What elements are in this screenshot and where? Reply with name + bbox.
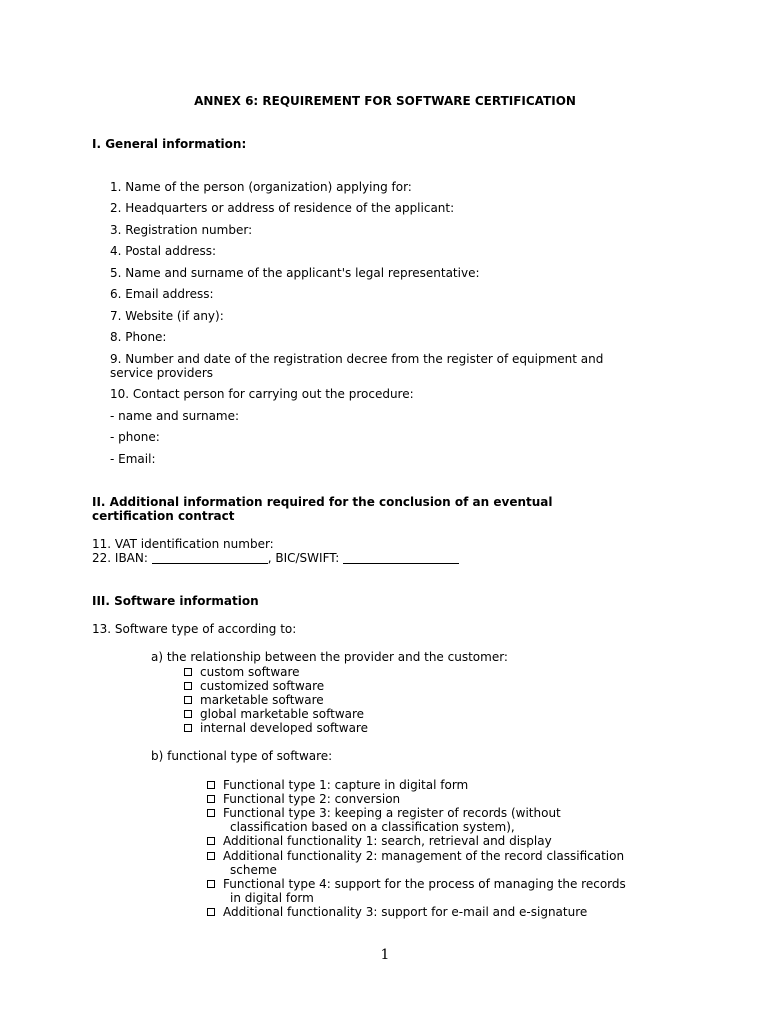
general-item-9: 9. Number and date of the registration decree from the register of equipment and	[110, 352, 604, 366]
bic-label: , BIC/SWIFT:	[267, 551, 340, 565]
option-customized-software[interactable]: customized software	[184, 679, 324, 693]
general-item-8: 8. Phone:	[110, 330, 167, 344]
page-number: 1	[380, 947, 390, 963]
general-item-6: 6. Email address:	[110, 287, 214, 301]
section-software-heading: III. Software information	[92, 594, 259, 608]
contact-email: - Email:	[110, 452, 156, 466]
contact-name: - name and surname:	[110, 409, 240, 423]
general-item-10: 10. Contact person for carrying out the procedure:	[110, 387, 414, 401]
section-additional-heading: II. Additional information required for the conclusion of an eventual	[92, 495, 553, 509]
checkbox-icon[interactable]	[207, 795, 215, 803]
checkbox-icon[interactable]	[184, 682, 192, 690]
general-item-1: 1. Name of the person (organization) applying for:	[110, 180, 412, 194]
general-item-2: 2. Headquarters or address of residence of the applicant:	[110, 201, 455, 215]
document-title: ANNEX 6: REQUIREMENT FOR SOFTWARE CERTIFICATION	[194, 94, 576, 108]
software-type-question: 13. Software type of according to:	[92, 622, 297, 636]
general-item-9-cont: service providers	[110, 366, 214, 380]
general-item-7: 7. Website (if any):	[110, 309, 224, 323]
option-additional-functionality-1[interactable]: Additional functionality 1: search, retrieval and display	[207, 834, 552, 848]
option-functional-type-3-cont: classification based on a classification system),	[230, 820, 515, 834]
option-global-marketable-software[interactable]: global marketable software	[184, 707, 364, 721]
option-additional-functionality-2-cont: scheme	[230, 863, 277, 877]
option-functional-type-1[interactable]: Functional type 1: capture in digital form	[207, 778, 468, 792]
checkbox-icon[interactable]	[207, 908, 215, 916]
option-functional-type-4-cont: in digital form	[230, 891, 314, 905]
iban-row	[92, 551, 459, 565]
iban-label: 22. IBAN:	[92, 551, 148, 565]
option-additional-functionality-3[interactable]: Additional functionality 3: support for e-mail and e-signature	[207, 905, 587, 919]
section-additional-heading-cont: certification contract	[92, 509, 235, 523]
option-functional-type-2[interactable]: Functional type 2: conversion	[207, 792, 400, 806]
checkbox-icon[interactable]	[207, 837, 215, 845]
general-item-3: 3. Registration number:	[110, 223, 253, 237]
checkbox-icon[interactable]	[207, 880, 215, 888]
section-general-heading: I. General information:	[92, 137, 247, 151]
contact-phone: - phone:	[110, 430, 160, 444]
checkbox-icon[interactable]	[207, 852, 215, 860]
option-additional-functionality-2[interactable]: Additional functionality 2: management of the record classification	[207, 849, 624, 863]
general-item-4: 4. Postal address:	[110, 244, 217, 258]
general-item-5: 5. Name and surname of the applicant's legal representative:	[110, 266, 480, 280]
option-internal-developed-software[interactable]: internal developed software	[184, 721, 368, 735]
option-marketable-software[interactable]: marketable software	[184, 693, 324, 707]
checkbox-icon[interactable]	[207, 809, 215, 817]
option-functional-type-3[interactable]: Functional type 3: keeping a register of records (without	[207, 806, 561, 820]
iban-blank-line[interactable]	[152, 552, 268, 564]
checkbox-icon[interactable]	[184, 668, 192, 676]
bic-blank-line[interactable]	[343, 552, 459, 564]
vat-label: 11. VAT identification number:	[92, 537, 274, 551]
checkbox-icon[interactable]	[207, 781, 215, 789]
checkbox-icon[interactable]	[184, 696, 192, 704]
option-custom-software[interactable]: custom software	[184, 665, 300, 679]
relationship-label: a) the relationship between the provider and the customer:	[151, 650, 508, 664]
checkbox-icon[interactable]	[184, 710, 192, 718]
option-functional-type-4[interactable]: Functional type 4: support for the process of managing the records	[207, 877, 626, 891]
functional-type-label: b) functional type of software:	[151, 749, 333, 763]
checkbox-icon[interactable]	[184, 724, 192, 732]
